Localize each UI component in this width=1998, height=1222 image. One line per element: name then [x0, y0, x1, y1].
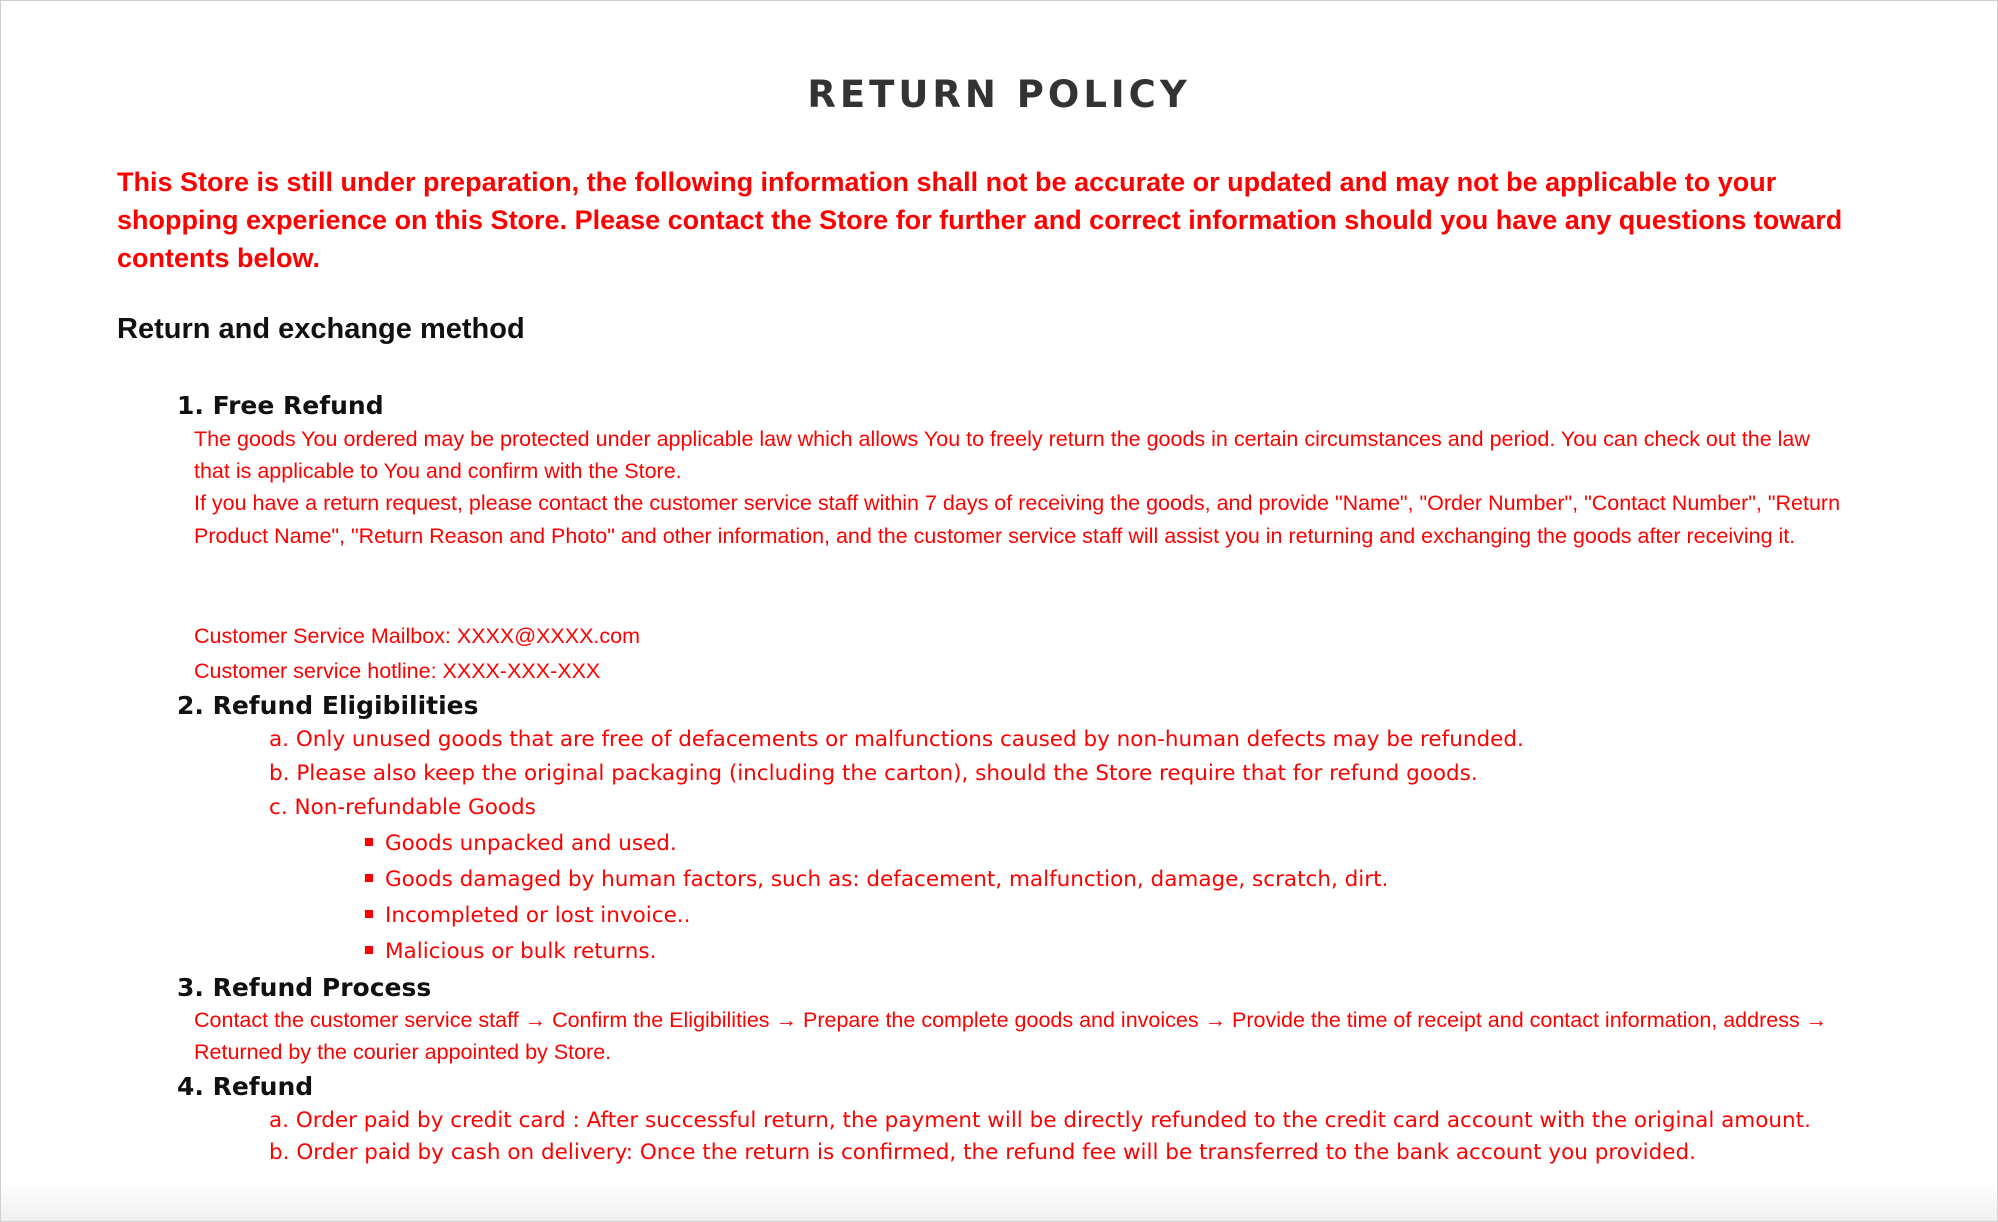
preparation-notice: This Store is still under preparation, the following information shall not be accurate or updated and may not be applicable to your shopping experience on this Store. Please contact the Store for further and correct information should you have any questions toward contents below.	[117, 167, 1843, 273]
square-bullet-icon	[365, 874, 373, 882]
eligibilities-list	[269, 723, 1524, 825]
non-refundable-item: Malicious or bulk returns.	[365, 934, 1388, 970]
square-bullet-icon	[365, 838, 373, 846]
free-refund-paragraph-2: If you have a return request, please contact the customer service staff within 7 days of receiving the goods, and provide "Name", "Order Number", "Contact Number", "Return Product Name", "Return Reason and Photo" and other information, and the customer service staff will assist you in returning and exchanging the goods after receiving it.	[194, 491, 1841, 548]
refund-heading: 4. Refund	[177, 1072, 314, 1101]
customer-service-mailbox: Customer Service Mailbox: XXXX@XXXX.com	[194, 624, 640, 648]
eligibility-item-a: a. Only unused goods that are free of defacements or malfunctions caused by non-human defects may be refunded.	[269, 727, 1524, 752]
free-refund-heading: 1. Free Refund	[177, 391, 384, 420]
non-refundable-item: Goods unpacked and used.	[365, 826, 1388, 862]
process-heading: 3. Refund Process	[177, 973, 432, 1002]
square-bullet-icon	[365, 946, 373, 954]
non-refundable-item: Goods damaged by human factors, such as: defacement, malfunction, damage, scratch, dirt.	[365, 862, 1388, 898]
bottom-fade	[1, 1181, 1997, 1221]
free-refund-body	[194, 423, 1844, 553]
eligibility-item-c: c. Non-refundable Goods	[269, 795, 536, 820]
refund-item-a: a. Order paid by credit card : After successful return, the payment will be directly refunded to the credit card account with the original amount.	[269, 1108, 1811, 1133]
process-text: Contact the customer service staff → Confirm the Eligibilities → Prepare the complete goods and invoices → Provide the time of receipt and contact information, address → Returned by the courier appointed by Store.	[194, 1008, 1828, 1064]
square-bullet-icon	[365, 910, 373, 918]
non-refundable-list	[365, 826, 1388, 970]
customer-service-hotline: Customer service hotline: XXXX-XXX-XXX	[194, 659, 601, 683]
refund-list	[269, 1105, 1811, 1169]
free-refund-paragraph-1: The goods You ordered may be protected under applicable law which allows You to freely return the goods in certain circumstances and period. You can check out the law that is applicable to You and confirm with the Store.	[194, 427, 1810, 483]
eligibility-item-b: b. Please also keep the original packaging (including the carton), should the Store require that for refund goods.	[269, 761, 1478, 786]
non-refundable-item: Incompleted or lost invoice..	[365, 898, 1388, 934]
section-heading: Return and exchange method	[117, 313, 525, 345]
page-title: RETURN POLICY	[807, 73, 1191, 116]
eligibilities-heading: 2. Refund Eligibilities	[177, 691, 479, 720]
refund-item-b: b. Order paid by cash on delivery: Once the return is confirmed, the refund fee will be transferred to the bank account you provided.	[269, 1140, 1696, 1165]
contact-info	[194, 619, 1844, 689]
